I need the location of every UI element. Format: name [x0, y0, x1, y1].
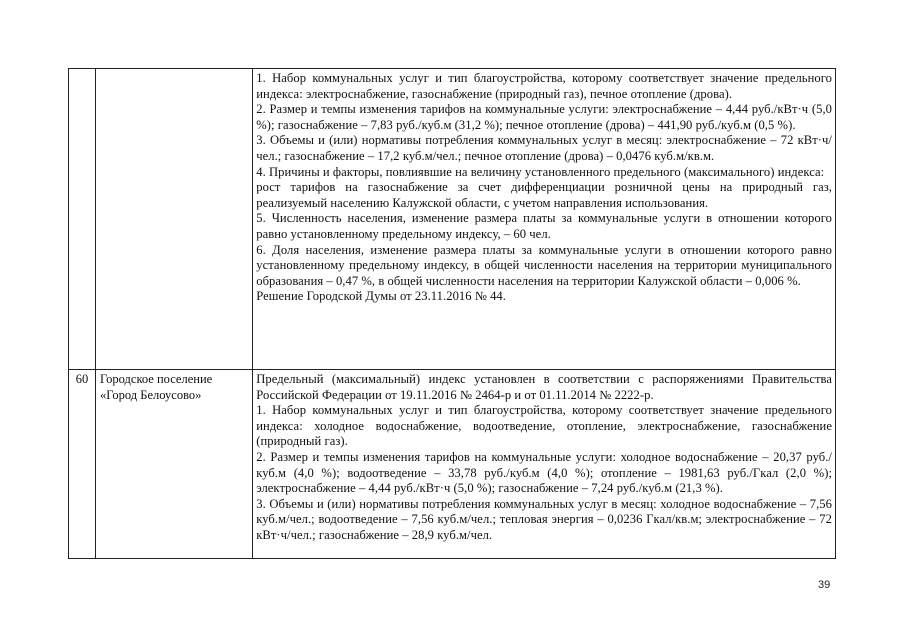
paragraph: 6. Доля населения, изменение размера платы за коммунальные услуги в отношении которого равно установленному предельному индексу, в общей численности населения на территории муниципального образования – 0,47 %, в общей численности населения на территории Калужской области – 0,006 %.	[256, 242, 832, 288]
row-number-cell	[69, 69, 96, 370]
paragraph: 1. Набор коммунальных услуг и тип благоустройства, которому соответствует значение предельного индекса: холодное водоснабжение, водоотведение, отопление, электроснабжение, газоснабжение (природный газ).	[256, 403, 832, 449]
row-number: 60	[75, 372, 89, 386]
row-number	[69, 69, 95, 71]
paragraph: 3. Объемы и (или) нормативы потребления коммунальных услуг в месяц: холодное водоснабжение – 7,56 куб.м/чел.; водоотведение – 7,56 куб.м/чел.; тепловая энергия – 0,0236 Гкал/кв.м; электроснабжение – 72 кВт·ч/чел.; газоснабжение – 28,9 куб.м/чел.	[256, 496, 832, 542]
paragraph: 2. Размер и темпы изменения тарифов на коммунальные услуги: холодное водоснабжение – 20,37 руб./куб.м (4,0 %); водоотведение – 33,78 руб./куб.м (4,0 %); отопление – 1981,63 руб./Гкал (2,0 %); электроснабжение – 4,44 руб./кВт·ч (5,0 %); газоснабжение – 7,24 руб./куб.м (21,3 %).	[256, 449, 832, 496]
paragraph: 1. Набор коммунальных услуг и тип благоустройства, которому соответствует значение предельного индекса: электроснабжение, газоснабжение (природный газ), печное отопление (дрова).	[256, 71, 832, 101]
paragraph: 5. Численность населения, изменение размера платы за коммунальные услуги в отношении которого равно установленному предельному индексу, – 60 чел.	[256, 211, 832, 241]
paragraph: 2. Размер и темпы изменения тарифов на коммунальные услуги: электроснабжение – 4,44 руб./кВт·ч (5,0 %); газоснабжение – 7,83 руб./куб.м (31,2 %); печное отопление (дрова) – 441,90 руб./куб.м (0,5 %).	[256, 102, 832, 132]
municipality-cell	[96, 69, 253, 370]
municipality-name	[96, 69, 252, 71]
paragraph: рост тарифов на газоснабжение за счет дифференциации розничной цены на природный газ, реализуемый населению Калужской области, с учетом направления использования.	[256, 180, 832, 210]
table-row	[69, 370, 836, 559]
municipality-name: Городское поселение «Город Белоусово»	[100, 372, 213, 402]
paragraph: Решение Городской Думы от 23.11.2016 № 44.	[256, 289, 506, 304]
row-number-cell	[69, 370, 96, 559]
description-cell	[253, 69, 836, 370]
municipality-cell	[96, 370, 253, 559]
paragraph: Предельный (максимальный) индекс установлен в соответствии с распоряжениями Правительства Российской Федерации от 19.11.2016 № 2464-р и от 01.11.2014 № 2222-р.	[256, 372, 832, 402]
document-table	[68, 68, 836, 559]
paragraph: 4. Причины и факторы, повлиявшие на величину установленного предельного (максимального) индекса:	[256, 164, 825, 179]
paragraph: 3. Объемы и (или) нормативы потребления коммунальных услуг в месяц: электроснабжение – 72 кВт·ч/чел.; газоснабжение – 17,2 куб.м/чел.; печное отопление (дрова) – 0,0476 куб.м/кв.м.	[256, 133, 832, 163]
page-number: 39	[818, 579, 831, 591]
table-row	[69, 69, 836, 370]
description-cell	[253, 370, 836, 559]
